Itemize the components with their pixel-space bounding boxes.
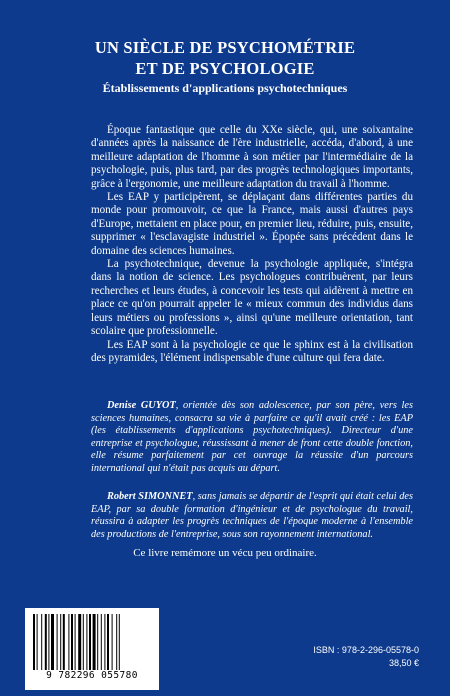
blurb-paragraph-2: Les EAP y participèrent, se déplaçant dans différentes parties du monde pour promouvoir, ce que la France, mais aussi d'autres pays d'Europe, mettaient en place pour, en premier lieu, réduire, puis, ensuite, supprimer « l'esclavagiste industriel ». Épopée sans précédent dans le domaine des sciences humaines. (91, 191, 413, 257)
blurb (91, 124, 413, 365)
barcode-digits: 9 782296 055780 (46, 670, 138, 681)
isbn: ISBN : 978-2-296-05578-0 (313, 645, 419, 655)
closing-line: Ce livre remémore un vécu peu ordinaire. (133, 547, 317, 559)
title-line-2: ET DE PSYCHOLOGIE (135, 59, 315, 78)
author-bio-guyot (91, 400, 413, 476)
author-bio-text-simonnet: , sans jamais se départir de l'esprit qui était celui des EAP, par sa double formation d'ingénieur et de psychologue du travail, réussira à adapter les progrès techniques de l'époque moderne à l'ensemble des productions de l'entreprise, sous son rayonnement international. (91, 491, 413, 540)
barcode-bars-icon (33, 614, 151, 672)
barcode (25, 608, 159, 690)
price: 38,50 € (388, 658, 419, 668)
author-name-guyot: Denise GUYOT (107, 400, 176, 411)
author-name-simonnet: Robert SIMONNET (107, 491, 193, 502)
author-bio-simonnet (91, 491, 413, 541)
subtitle: Établissements d'applications psychotechniques (102, 81, 348, 95)
blurb-paragraph-3: La psychotechnique, devenue la psychologie appliquée, s'intégra dans la notion de science. Les psychologues contribuèrent, par leurs recherches et leurs études, à concevoir les tests qui aidèrent à mettre en place ce qu'on pourrait appeler le « mieux commun des individus dans leurs métiers ou professions », ainsi qu'une meilleure orientation, tant scolaire que professionnelle. (91, 258, 413, 338)
blurb-paragraph-4: Les EAP sont à la psychologie ce que le sphinx est à la civilisation des pyramides, l'élément indispensable d'une culture qui fera date. (91, 338, 413, 364)
blurb-paragraph-1: Époque fantastique que celle du XXe siècle, qui, une soixantaine d'années après la naissance de l'ère industrielle, accéda, d'abord, à une meilleure adaptation de l'homme à son métier par l'intermédiaire de la psychologie, puis, plus tard, par des progrès technologiques importants, grâce à l'ergonomie, une meilleure adaptation du travail à l'homme. (91, 124, 413, 190)
author-bio-text-guyot: , orientée dès son adolescence, par son père, vers les sciences humaines, consacra sa vie à parfaire ce qu'il avait créé : les EAP (les établissements d'applications psychotechniques). Directeur d'une entreprise et psychologue, réussissant à mener de front cette double fonction, elle résume parfaitement par cet ouvrage la réussite d'un parcours international qui n'était pas acquis au départ. (91, 400, 413, 474)
title-line-1: UN SIÈCLE DE PSYCHOMÉTRIE (94, 38, 356, 57)
